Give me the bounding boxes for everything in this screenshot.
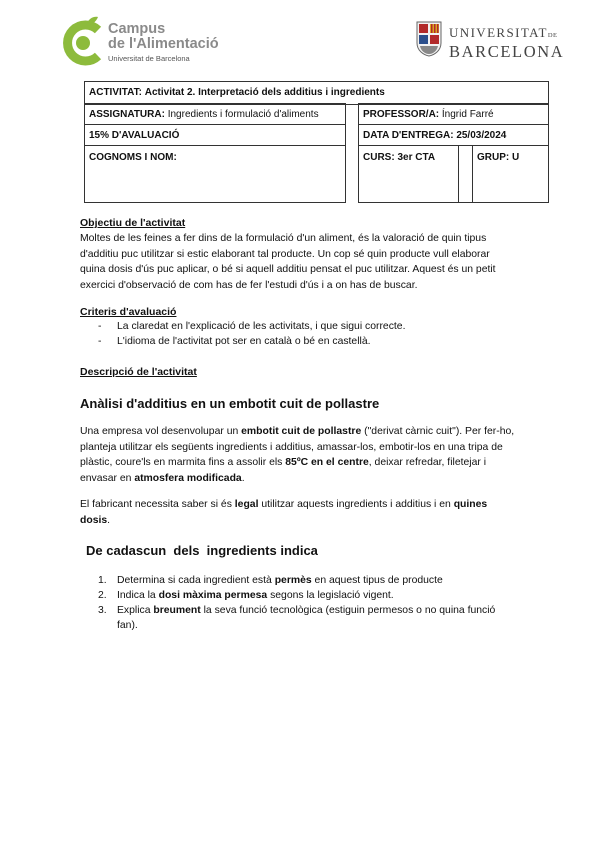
- campus-name: Campus: [108, 21, 166, 37]
- activitat-label: ACTIVITAT:: [89, 87, 142, 98]
- task-number: 2.: [98, 590, 107, 601]
- ingredients-heading: De cadascun dels ingredients indica: [86, 543, 318, 558]
- objectiu-text: Moltes de les feines a fer dins de la formulació d'un aliment, és la valoració de quin tipus d'additiu puc utilitzar si estic elaborant tal producte. Un cop sé quin producte vull elaborar quina dosis d'ús puc aplicar, o bé si aquell additiu pensat el puc utilitzar. Aquest és un petit exercici d'observació de com has de fer l'estudi d'ús i a on has de buscar.: [80, 233, 496, 291]
- task-number: 1.: [98, 575, 107, 586]
- task-number: 3.: [98, 605, 107, 616]
- objectiu-title: Objectiu de l'activitat: [80, 217, 186, 229]
- descripcio-paragraph-1: Una empresa vol desenvolupar un embotit cuit de pollastre ("derivat càrnic cuit"). Per fer-ho, planteja utilitzar els següents ingredients i additius, amassar-los, embotir-los en una tripa de plàstic, coure'ls en marmita fins a assolir els 85ºC en el centre, deixar refredar, filetejar i envasar en atmosfera modificada.: [80, 426, 515, 484]
- assignatura-label: ASSIGNATURA:: [89, 109, 165, 120]
- entrega-value: 25/03/2024: [456, 130, 507, 141]
- campus-logo-icon: [62, 14, 106, 66]
- assignatura-row: [89, 109, 319, 120]
- criteris-title: Criteris d'avaluació: [80, 306, 177, 318]
- professor-label: PROFESSOR/A:: [363, 109, 440, 120]
- assignatura-value: Ingredients i formulació d'aliments: [167, 109, 319, 120]
- cognoms-label: COGNOMS I NOM:: [89, 152, 177, 163]
- activitat-value: Activitat 2. Interpretació dels additius i ingredients: [144, 87, 385, 98]
- criteri-item: L'idioma de l'activitat pot ser en català o bé en castellà.: [117, 336, 371, 347]
- task-item-1: 1. Determina si cada ingredient està permès en aquest tipus de producte: [98, 573, 518, 588]
- activitat-row: [89, 87, 385, 98]
- ub-word-universitat: UNIVERSITAT: [449, 25, 548, 40]
- bullet-dash: -: [98, 321, 102, 332]
- ub-logo-text: [449, 26, 564, 61]
- ub-shield-icon: [416, 21, 442, 57]
- entrega-row: [363, 130, 506, 141]
- criteri-item: La claredat en l'explicació de les activitats, i que sigui correcte.: [117, 321, 406, 332]
- bullet-dash: -: [98, 336, 102, 347]
- task-item-3: 3. Explica breument la seva funció tecnològica (estiguin permesos o no quina funció fan).: [98, 605, 496, 632]
- descripcio-title: Descripció de l'activitat: [80, 366, 197, 378]
- avaluacio-text: 15% D'AVALUACIÓ: [89, 130, 180, 141]
- professor-row: [363, 109, 494, 120]
- professor-value: Íngrid Farré: [441, 109, 494, 120]
- ub-word-de: DE: [547, 32, 558, 39]
- descripcio-paragraph-2: El fabricant necessita saber si és legal utilitzar aquests ingredients i additius i en quines dosis.: [80, 499, 488, 526]
- analisi-heading: Anàlisi d'additius en un embotit cuit de pollastre: [80, 396, 380, 411]
- campus-subname: de l'Alimentació: [108, 36, 219, 52]
- ub-word-barcelona: BARCELONA: [449, 42, 565, 61]
- curs-text: CURS: 3er CTA: [363, 152, 436, 163]
- campus-university: Universitat de Barcelona: [108, 54, 190, 63]
- campus-logo-text: [108, 22, 219, 63]
- entrega-label: DATA D'ENTREGA:: [363, 130, 454, 141]
- grup-text: GRUP: U: [477, 152, 520, 163]
- task-item-2: 2. Indica la dosi màxima permesa segons la legislació vigent.: [98, 588, 518, 603]
